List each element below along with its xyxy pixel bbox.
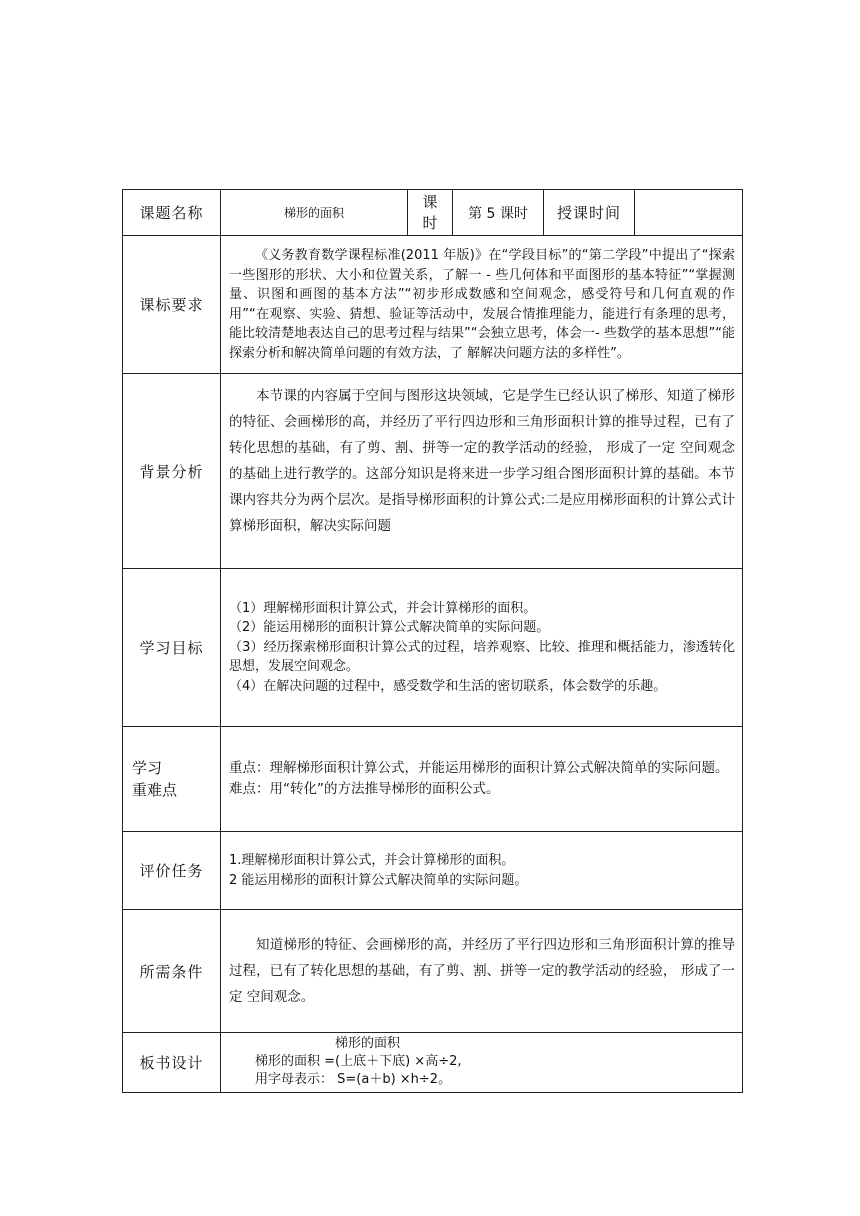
key-points-label-line2: 重难点 xyxy=(132,781,178,799)
period-label-line1: 课 xyxy=(422,192,438,211)
period-value: 第 5 课时 xyxy=(453,190,544,236)
conditions-text: 知道梯形的特征、会画梯形的高，并经历了平行四边形和三角形面积计算的推导过程，已有了转化思想的基础，有了剪、割、拼等一定的教学活动的经验， 形成了一定 空间观念。 xyxy=(229,937,735,1005)
background-label: 背景分析 xyxy=(123,374,221,569)
lesson-plan-table xyxy=(122,189,743,1093)
objectives-row xyxy=(123,569,743,727)
key-points-label-line1: 学习 xyxy=(132,759,163,777)
conditions-label: 所需条件 xyxy=(123,910,221,1033)
key-point-item: 重点：理解梯形面积计算公式，并能运用梯形的面积计算公式解决简单的实际问题。 xyxy=(229,760,729,776)
background-content xyxy=(221,374,743,569)
topic-label: 课题名称 xyxy=(123,190,221,236)
key-points-content xyxy=(221,727,743,832)
objectives-content xyxy=(221,569,743,727)
evaluation-item: 2 能运用梯形的面积计算公式解决简单的实际问题。 xyxy=(229,872,528,888)
period-label xyxy=(408,190,453,236)
background-text: 本节课的内容属于空间与图形这块领域，它是学生已经认识了梯形、知道了梯形的特征、会画梯形的高，并经历了平行四边形和三角形面积计算的推导过程，已有了转化思想的基础，有了剪、割、拼等一定的教学活动的经验， 形成了一定 空间观念的基础上进行教学的。这部分知识是将来进一步学习组合图形面积计算的基础。本节课内容共分为两个层次。是指导梯形面积的计算公式:二是应用梯形面积的计算公式计算梯形面积，解决实际问题 xyxy=(229,388,735,534)
key-points-label xyxy=(123,727,221,832)
evaluation-label: 评价任务 xyxy=(123,832,221,910)
time-label: 授课时间 xyxy=(544,190,635,236)
objective-item: （3）经历探索梯形面积计算公式的过程，培养观察、比较、推理和概括能力，渗透转化思想，发展空间观念。 xyxy=(229,639,735,675)
objective-item: （2）能运用梯形的面积计算公式解决简单的实际问题。 xyxy=(229,620,550,636)
conditions-content xyxy=(221,910,743,1033)
period-label-line2: 时 xyxy=(422,213,438,232)
conditions-row xyxy=(123,910,743,1033)
header-row xyxy=(123,190,743,236)
key-point-item: 难点：用“转化”的方法推导梯形的面积公式。 xyxy=(229,781,500,797)
curriculum-text: 《义务教育数学课程标准(2011 年版)》在“学段目标”的“第二学段”中提出了“探索一些图形的形状、大小和位置关系，了解一 - 些几何体和平面图形的基本特征”“掌握测量、识图和画图的基本方法”“初步形成数感和空间观念，感受符号和几何直观的作用”“在观察、实验、猜想、验证等活动中，发展合情推理能力，能进行有条理的思考，能比较清楚地表达自己的思考过程与结果”“会独立思考，体会一- 些数学的基本思想”“能探索分析和解决简单问题的有效方法，了 解解决问题方法的多样性”。 xyxy=(229,248,735,361)
topic-value: 梯形的面积 xyxy=(221,190,408,236)
board-row xyxy=(123,1033,743,1093)
objective-item: （4）在解决问题的过程中，感受数学和生活的密切联系，体会数学的乐趣。 xyxy=(229,678,667,694)
board-content xyxy=(221,1033,743,1093)
background-row xyxy=(123,374,743,569)
evaluation-item: 1.理解梯形面积计算公式，并会计算梯形的面积。 xyxy=(229,853,515,868)
evaluation-row xyxy=(123,832,743,910)
evaluation-content xyxy=(221,832,743,910)
curriculum-content xyxy=(221,236,743,374)
time-value xyxy=(635,190,743,236)
curriculum-row xyxy=(123,236,743,374)
objective-item: （1）理解梯形面积计算公式，并会计算梯形的面积。 xyxy=(229,600,537,616)
key-points-row xyxy=(123,727,743,832)
objectives-label: 学习目标 xyxy=(123,569,221,727)
curriculum-label: 课标要求 xyxy=(123,236,221,374)
board-label: 板书设计 xyxy=(123,1033,221,1093)
board-formula: 梯形的面积 =(上底＋下底) ×高÷2, xyxy=(255,1054,462,1069)
board-formula-letters: 用字母表示： S=(a＋b) ×h÷2。 xyxy=(255,1072,452,1087)
board-title: 梯形的面积 xyxy=(335,1036,401,1051)
